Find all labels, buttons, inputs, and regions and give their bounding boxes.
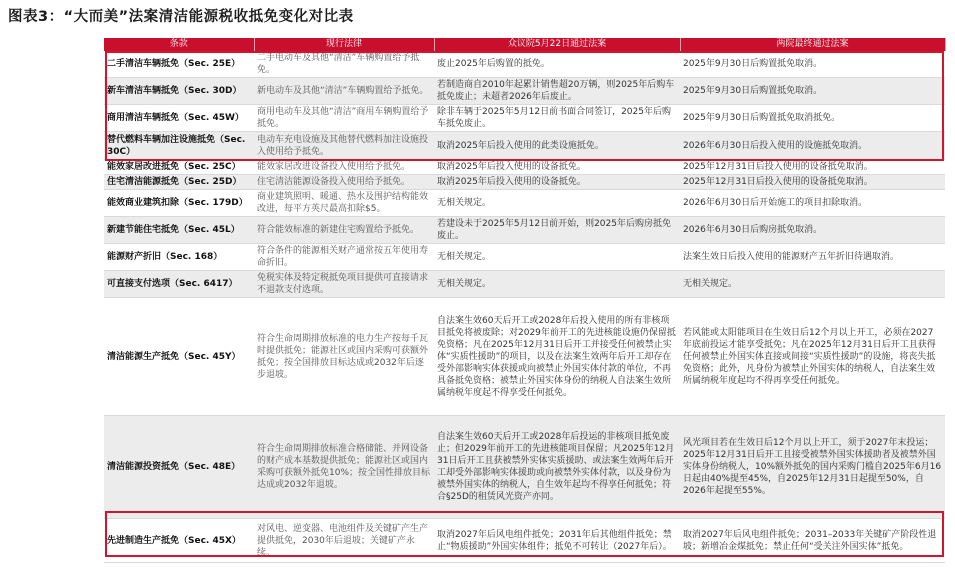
row-final: 2026年6月30日后开始施工的项目扣除取消。 [680,190,945,217]
row-final: 取消2027年后风电组件抵免；2031–2033年关键矿产阶段性退坡；新增冶金煤抵免；禁止任何“受关注外国实体”抵免。 [680,519,945,563]
table-row [104,416,945,519]
row-name: 能效家居改进抵免（Sec. 25C） [104,160,254,175]
table-row [104,298,945,416]
header-house-bill: 众议院5月22日通过法案 [434,38,680,51]
row-name: 清洁能源投资抵免（Sec. 48E） [104,416,254,519]
row-final: 法案生效日后投入使用的能源财产五年折旧待遇取消。 [680,244,945,271]
header-clause: 条款 [104,38,254,51]
row-current: 能效家居改进设备投入使用给予抵免。 [254,160,434,175]
row-final: 2025年9月30日后购置抵免取消。 [680,51,945,78]
row-final: 2026年6月30日后购房抵免取消。 [680,217,945,244]
row-current: 符合生命周期排放标准的电力生产按每千瓦时提供抵免；能源社区或国内采购可获额外抵免；按全国排放目标达成或2032年后逐步退坡。 [254,298,434,416]
row-current: 符合生命周期排放标准合格储能、并网设备的财产成本基数提供抵免；能源社区或国内采购可获额外抵免10%；按全国性排放目标达成或2032年退坡。 [254,416,434,519]
row-name: 可直接支付选项（Sec. 6417） [104,271,254,298]
header-final-bill: 两院最终通过法案 [680,38,945,51]
row-name: 先进制造生产抵免（Sec. 45X） [104,519,254,563]
row-final: 2025年12月31日后投入使用的设备抵免取消。 [680,175,945,190]
row-house: 无相关规定。 [434,190,680,217]
row-house: 无相关规定。 [434,271,680,298]
row-name: 新建节能住宅抵免（Sec. 45L） [104,217,254,244]
row-current: 符合能效标准的新建住宅购置给予抵免。 [254,217,434,244]
row-current: 对风电、逆变器、电池组件及关键矿产生产提供抵免，2030年后退坡；关键矿产永续。 [254,519,434,563]
row-name: 能源财产折旧（Sec. 168） [104,244,254,271]
row-current: 商用电动车及其他“清洁”商用车辆购置给予抵免。 [254,105,434,132]
row-final: 风光项目若在生效日后12个月以上开工，须于2027年末投运；2025年12月31日后开工且接受被禁外国实体援助者及被禁外国实体身份纳税人，10%额外抵免的国内采购门槛自2025年6月16日起由40%提至45%，自2025年12月31日起提至50%，自2026年起提至55%。 [680,416,945,519]
row-current: 住宅清洁能源设备投入使用给予抵免。 [254,175,434,190]
figure-title: 图表3：“大而美”法案清洁能源税收抵免变化对比表 [8,9,354,25]
table-row [104,519,945,563]
row-current: 免税实体及特定税抵免项目提供可直接请求不退款支付选项。 [254,271,434,298]
row-house: 自法案生效60天后开工或2028年后投运的非核项目抵免废止；但2029年前开工的先进核能项目保留；凡2025年12月31日后开工且获被禁外实体实质援助、或法案生效两年后开工却受外部影响实体援助或向被禁外实体付款，以及身份为被禁外国实体的纳税人，自生效年起均不得享任何抵免；符合§25D的租赁风光资产亦同。 [434,416,680,519]
table-row [104,190,945,217]
row-name: 二手清洁车辆抵免（Sec. 25E） [104,51,254,78]
table-row [104,175,945,190]
row-final: 2025年12月31日后投入使用的设备抵免取消。 [680,160,945,175]
row-house: 若建设未于2025年5月12日前开始，则2025年后购房抵免废止。 [434,217,680,244]
row-house: 取消2027年后风电组件抵免；2031年后其他组件抵免；禁止“物质援助”外国实体组件；抵免不可转让（2027年后）。 [434,519,680,563]
row-house: 取消2025年后投入使用的设备抵免。 [434,160,680,175]
row-final: 若风能或太阳能项目在生效日后12个月以上开工，必须在2027年底前投运才能享受抵免；凡在2025年12月31日后开工且获得任何被禁止外国实体直接或间接“实质性援助”的设施，将丧失抵免资格；此外，凡身份为被禁止外国实体的纳税人，自法案生效所属纳税年度起均不得再享受任何抵免。 [680,298,945,416]
row-house: 无相关规定。 [434,244,680,271]
row-house: 除非车辆于2025年5月12日前书面合同签订，2025年后购车抵免废止。 [434,105,680,132]
table-row [104,271,945,298]
table-row [104,78,945,105]
table-row [104,105,945,132]
row-current: 新电动车及其他“清洁”车辆购置给予抵免。 [254,78,434,105]
table-row [104,160,945,175]
row-house: 自法案生效60天后开工或2028年后投入使用的所有非核项目抵免将被废除；对2029年前开工的先进核能设施仍保留抵免资格；凡在2025年12月31日后开工并接受任何被禁止实体“实质性援助”的项目，以及在法案生效两年后开工却存在受外部影响实体获援或向被禁止外国实体付款的单位，不再具备抵免资格；被禁止外国实体身份的纳税人自法案生效所属纳税年度起不得享受任何抵免。 [434,298,680,416]
row-name: 能效商业建筑扣除（Sec. 179D） [104,190,254,217]
row-house: 若制造商自2010年起累计销售超20万辆，则2025年后购车抵免废止；未超者2026年后废止。 [434,78,680,105]
row-house: 废止2025年后购置的抵免。 [434,51,680,78]
table-row [104,132,945,160]
table-row [104,217,945,244]
row-name: 住宅清洁能源抵免（Sec. 25D） [104,175,254,190]
row-name: 清洁能源生产抵免（Sec. 45Y） [104,298,254,416]
row-final: 无相关规定。 [680,271,945,298]
row-name: 替代燃料车辆加注设施抵免（Sec. 30C） [104,132,254,160]
row-current: 二手电动车及其他“清洁”车辆购置给予抵免。 [254,51,434,78]
table-header-row [104,38,945,51]
header-current-law: 现行法律 [254,38,434,51]
table-row [104,51,945,78]
row-house: 取消2025年后投入使用的此类设施抵免。 [434,132,680,160]
row-name: 新车清洁车辆抵免（Sec. 30D） [104,78,254,105]
table-row [104,244,945,271]
row-name: 商用清洁车辆抵免（Sec. 45W） [104,105,254,132]
comparison-table [104,38,946,563]
row-final: 2026年6月30日后投入使用的设施抵免取消。 [680,132,945,160]
row-final: 2025年9月30日后购置抵免取消抵免。 [680,105,945,132]
row-house: 取消2025年后投入使用的设备抵免。 [434,175,680,190]
row-current: 符合条件的能源相关财产通常按五年使用寿命折旧。 [254,244,434,271]
row-current: 商业建筑照明、暖通、热水及围护结构能效改进，每平方英尺最高扣除$5。 [254,190,434,217]
row-final: 2025年9月30日后购置抵免取消。 [680,78,945,105]
row-current: 电动车充电设施及其他替代燃料加注设施投入使用给予抵免。 [254,132,434,160]
